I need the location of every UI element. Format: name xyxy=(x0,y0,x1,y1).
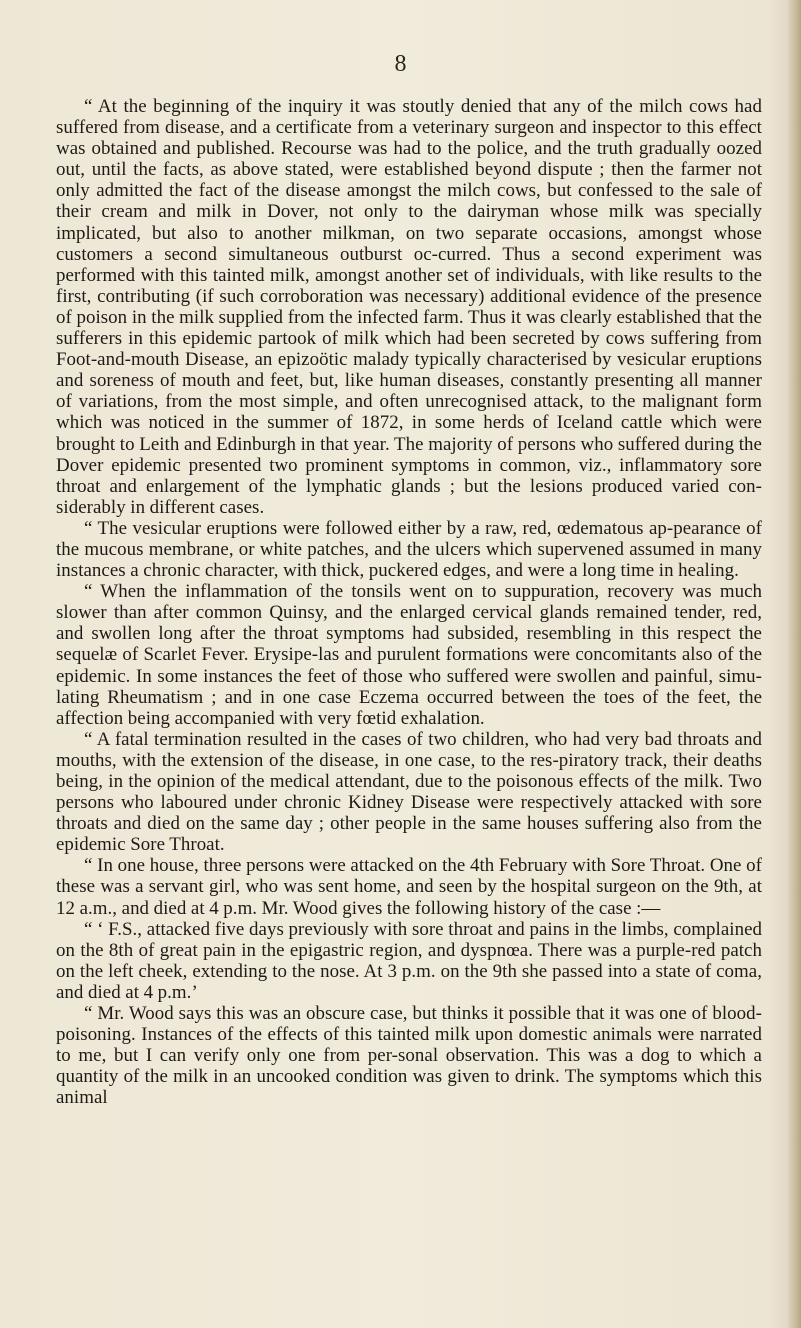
paragraph-tonsil-inflammation: “ When the inflammation of the tonsils went on to suppuration, recovery was much slower than after common Quinsy, and the enlarged cervical glands remained tender, red, and swollen long after the throat symptoms had subsided, resembling in this respect the sequelæ of Scarlet Fever. Erysipe-las and purulent formations were concomitants also of the epidemic. In some instances the feet of those who suffered were swollen and painful, simu-lating Rheumatism ; and in one case Eczema occurred between the toes of the feet, the affection being accompanied with very fœtid exhalation. xyxy=(56,581,762,729)
page-text-body xyxy=(56,96,762,1109)
page-edge-shadow xyxy=(787,0,801,1328)
paragraph-vesicular-eruptions: “ The vesicular eruptions were followed either by a raw, red, œdematous ap-pearance of the mucous membrane, or white patches, and the ulcers which supervened assumed in many instances a chronic character, with thick, puckered edges, and were a long time in healing. xyxy=(56,517,762,582)
paragraph-fatal-termination: “ A fatal termination resulted in the cases of two children, who had very bad throats and mouths, with the extension of the disease, in one case, to the res-piratory track, their deaths being, in the opinion of the medical attendant, due to the poisonous effects of the milk. Two persons who laboured under chronic Kidney Disease were respectively attacked with sore throats and died on the same day ; other people in the same houses suffering also from the epidemic Sore Throat. xyxy=(56,728,762,856)
paragraph-inquiry-denial: “ At the beginning of the inquiry it was stoutly denied that any of the milch cows had suffered from disease, and a certificate from a veterinary surgeon and inspector to this effect was obtained and published. Recourse was had to the police, and the truth gradually oozed out, until the facts, as above stated, were established beyond dispute ; then the farmer not only admitted the fact of the disease amongst the milch cows, but confessed to the sale of their cream and milk in Dover, not only to the dairyman whose milk was specially implicated, but also to another milkman, on two separate occasions, amongst whose customers a second simultaneous outburst oc-curred. Thus a second experiment was performed with this tainted milk, amongst another set of individuals, with like results to the first, contributing (if such corroboration was necessary) additional evidence of the presence of poison in the milk supplied from the infected farm. Thus it was clearly established that the sufferers in this epidemic partook of milk which had been secreted by cows suffering from Foot-and-mouth Disease, an epizoötic malady typically characterised by vesicular eruptions and soreness of mouth and feet, but, like human diseases, constantly presenting all manner of variations, from the most simple, and often unrecognised attack, to the malignant form which was noticed in the summer of 1872, in some herds of Iceland cattle which were brought to Leith and Edinburgh in that year. The majority of persons who suffered during the Dover epidemic presented two prominent symptoms in common, viz., inflammatory sore throat and enlargement of the lymphatic glands ; but the lesions produced varied con-siderably in different cases. xyxy=(56,96,762,518)
page-number: 8 xyxy=(394,51,407,77)
paragraph-case-history: “ ‘ F.S., attacked five days previously with sore throat and pains in the limbs, complained on the 8th of great pain in the epigastric region, and dyspnœa. There was a purple-red patch on the left cheek, extending to the nose. At 3 p.m. on the 9th she passed into a state of coma, and died at 4 p.m.’ xyxy=(56,918,762,1003)
paragraph-one-house: “ In one house, three persons were attacked on the 4th February with Sore Throat. One of these was a servant girl, who was sent home, and seen by the hospital surgeon on the 9th, at 12 a.m., and died at 4 p.m. Mr. Wood gives the following history of the case :— xyxy=(56,855,762,919)
paragraph-obscure-case: “ Mr. Wood says this was an obscure case, but thinks it possible that it was one of blood-poisoning. Instances of the effects of this tainted milk upon domestic animals were narrated to me, but I can verify only one from per-sonal observation. This was a dog to which a quantity of the milk in an uncooked condition was given to drink. The symptoms which this animal xyxy=(56,1003,762,1109)
